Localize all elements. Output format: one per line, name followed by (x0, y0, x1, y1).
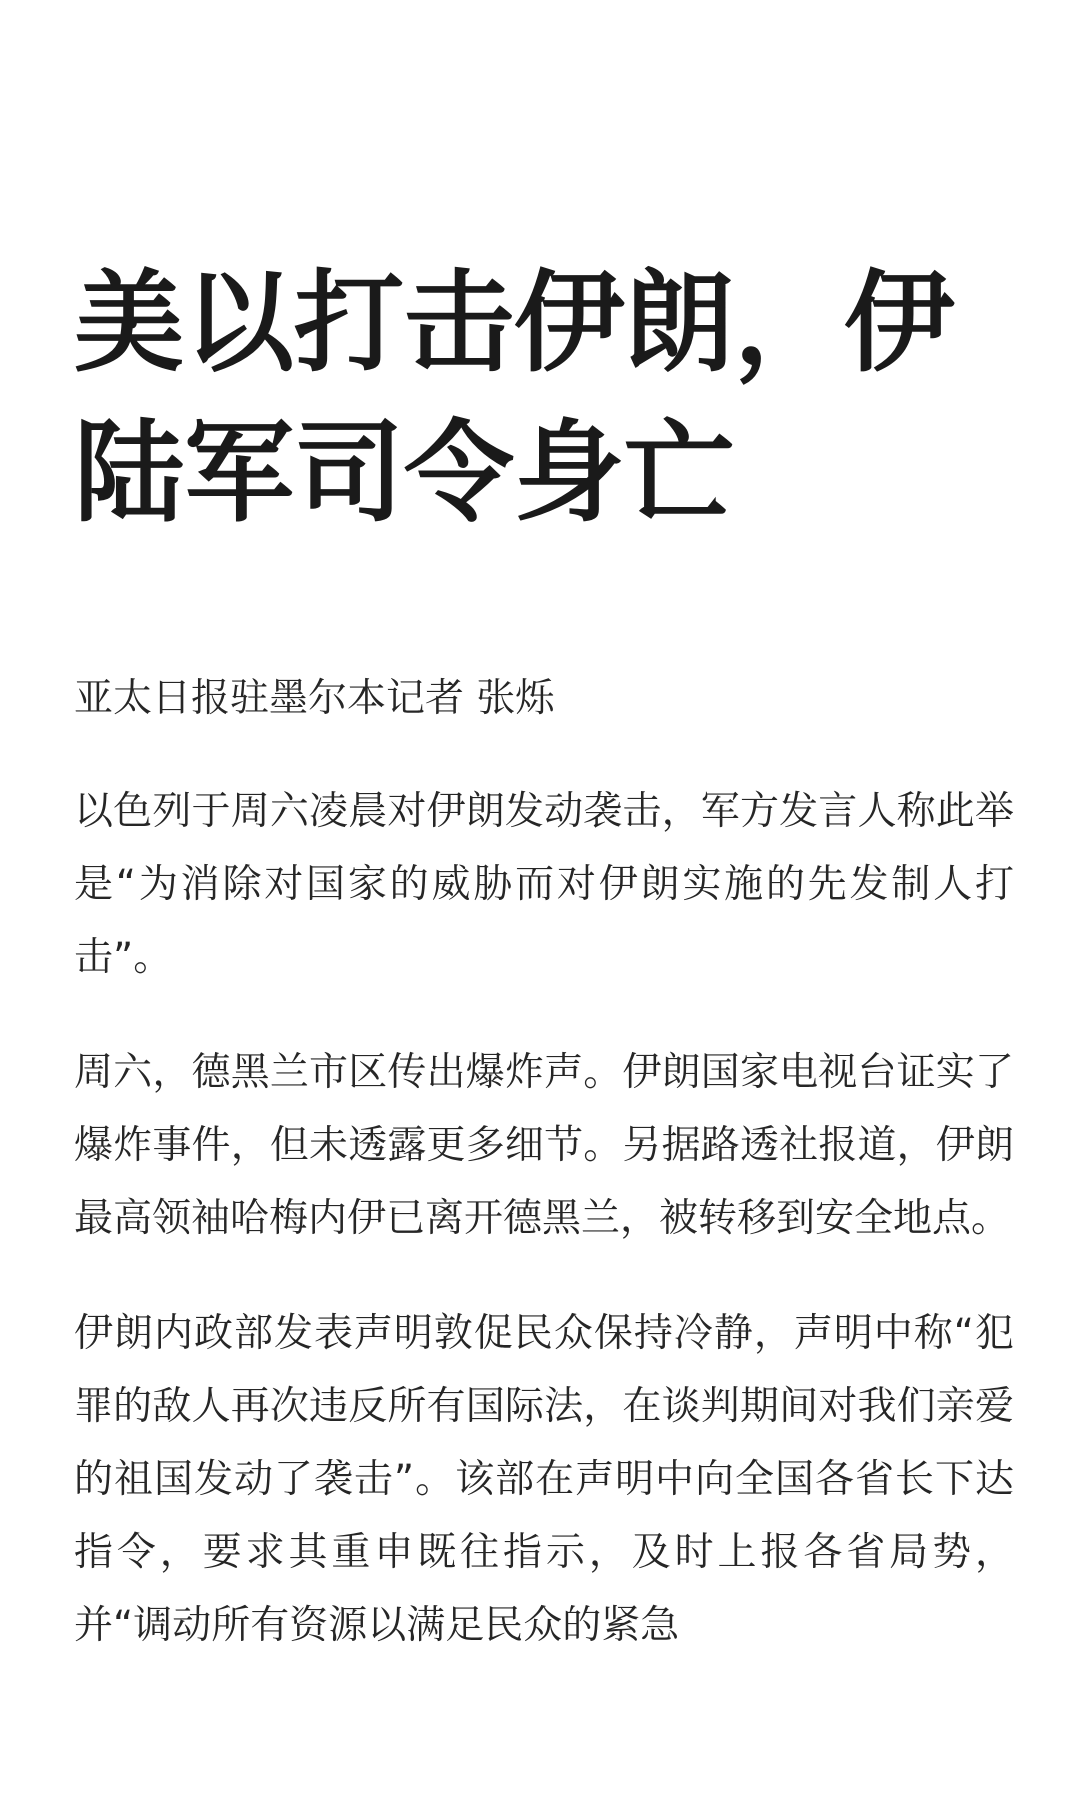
article-paragraph-3: 伊朗内政部发表声明敦促民众保持冷静，声明中称“犯罪的敌人再次违反所有国际法，在谈判期间对我们亲爱的祖国发动了袭击”。该部在声明中向全国各省长下达指令，要求其重申既往指示，及时上报各省局势，并“调动所有资源以满足民众的紧急 (74, 1311, 1014, 1648)
article-byline: 亚太日报驻墨尔本记者 张烁 (74, 676, 555, 721)
article-headline: 美以打击伊朗，伊陆军司令身亡 (74, 259, 954, 537)
article-paragraph-2: 周六，德黑兰市区传出爆炸声。伊朗国家电视台证实了爆炸事件，但未透露更多细节。另据路透社报道，伊朗最高领袖哈梅内伊已离开德黑兰，被转移到安全地点。 (74, 1050, 1014, 1241)
article-paragraph-1: 以色列于周六凌晨对伊朗发动袭击，军方发言人称此举是“为消除对国家的威胁而对伊朗实施的先发制人打击”。 (74, 789, 1014, 980)
article-body (74, 775, 1014, 1704)
